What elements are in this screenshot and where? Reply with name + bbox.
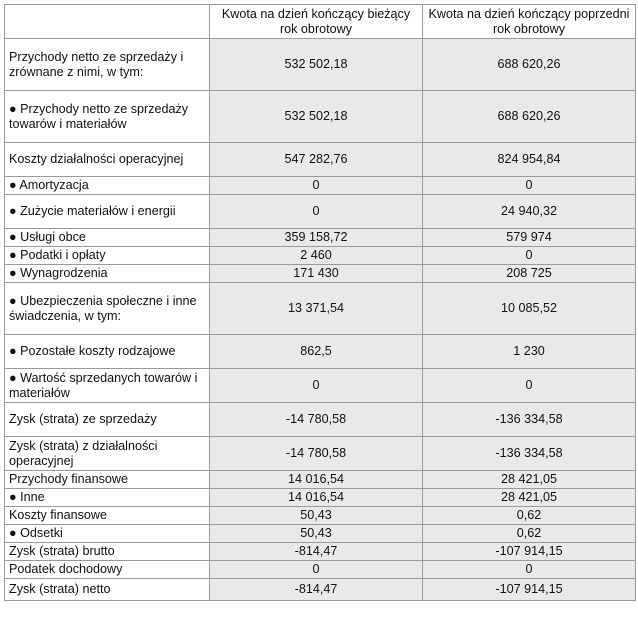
table-row: [5, 507, 636, 525]
row-label: ● Zużycie materiałów i energii: [5, 195, 210, 229]
value-current-year: 13 371,54: [210, 283, 423, 335]
row-label: Koszty finansowe: [5, 507, 210, 525]
value-previous-year: 688 620,26: [423, 91, 636, 143]
table-row: [5, 403, 636, 437]
value-previous-year: 0: [423, 177, 636, 195]
row-label: ● Wynagrodzenia: [5, 265, 210, 283]
value-previous-year: 10 085,52: [423, 283, 636, 335]
table-row: [5, 265, 636, 283]
value-current-year: 532 502,18: [210, 91, 423, 143]
value-current-year: -814,47: [210, 579, 423, 601]
value-previous-year: 208 725: [423, 265, 636, 283]
value-current-year: 0: [210, 561, 423, 579]
table-row: [5, 91, 636, 143]
table-row: [5, 229, 636, 247]
value-previous-year: -136 334,58: [423, 403, 636, 437]
table-row: [5, 579, 636, 601]
value-current-year: 50,43: [210, 525, 423, 543]
value-current-year: -14 780,58: [210, 403, 423, 437]
row-label: Zysk (strata) netto: [5, 579, 210, 601]
row-label: ● Inne: [5, 489, 210, 507]
row-label: Zysk (strata) brutto: [5, 543, 210, 561]
value-previous-year: 824 954,84: [423, 143, 636, 177]
value-previous-year: 1 230: [423, 335, 636, 369]
table-row: [5, 247, 636, 265]
table-row: [5, 489, 636, 507]
financial-statement-table: [4, 4, 636, 601]
value-current-year: -814,47: [210, 543, 423, 561]
table-row: [5, 437, 636, 471]
value-current-year: 14 016,54: [210, 471, 423, 489]
value-previous-year: 24 940,32: [423, 195, 636, 229]
value-previous-year: -136 334,58: [423, 437, 636, 471]
header-row: [5, 5, 636, 39]
value-previous-year: 28 421,05: [423, 489, 636, 507]
value-previous-year: -107 914,15: [423, 543, 636, 561]
value-previous-year: 0: [423, 369, 636, 403]
table-row: [5, 561, 636, 579]
row-label: Podatek dochodowy: [5, 561, 210, 579]
row-label: Koszty działalności operacyjnej: [5, 143, 210, 177]
value-current-year: 532 502,18: [210, 39, 423, 91]
row-label: ● Wartość sprzedanych towarów i materiałów: [5, 369, 210, 403]
value-current-year: 14 016,54: [210, 489, 423, 507]
row-label: ● Odsetki: [5, 525, 210, 543]
value-current-year: 50,43: [210, 507, 423, 525]
row-label: Przychody finansowe: [5, 471, 210, 489]
value-current-year: 2 460: [210, 247, 423, 265]
value-current-year: 862,5: [210, 335, 423, 369]
table-row: [5, 39, 636, 91]
value-current-year: 547 282,76: [210, 143, 423, 177]
row-label: ● Usługi obce: [5, 229, 210, 247]
value-current-year: 0: [210, 369, 423, 403]
value-current-year: 171 430: [210, 265, 423, 283]
table-row: [5, 369, 636, 403]
row-label: ● Podatki i opłaty: [5, 247, 210, 265]
value-current-year: -14 780,58: [210, 437, 423, 471]
row-label: ● Ubezpieczenia społeczne i inne świadczenia, w tym:: [5, 283, 210, 335]
row-label: Zysk (strata) ze sprzedaży: [5, 403, 210, 437]
row-label: ● Amortyzacja: [5, 177, 210, 195]
value-previous-year: 579 974: [423, 229, 636, 247]
table-row: [5, 471, 636, 489]
value-previous-year: -107 914,15: [423, 579, 636, 601]
value-current-year: 359 158,72: [210, 229, 423, 247]
table-row: [5, 143, 636, 177]
header-cell-current-year: Kwota na dzień kończący bieżący rok obrotowy: [210, 5, 423, 39]
value-current-year: 0: [210, 177, 423, 195]
value-current-year: 0: [210, 195, 423, 229]
value-previous-year: 0: [423, 561, 636, 579]
row-label: ● Pozostałe koszty rodzajowe: [5, 335, 210, 369]
table-row: [5, 525, 636, 543]
table-row: [5, 543, 636, 561]
table-row: [5, 283, 636, 335]
value-previous-year: 0: [423, 247, 636, 265]
header-cell-label: [5, 5, 210, 39]
table-row: [5, 335, 636, 369]
table-row: [5, 177, 636, 195]
value-previous-year: 0,62: [423, 525, 636, 543]
value-previous-year: 0,62: [423, 507, 636, 525]
row-label: ● Przychody netto ze sprzedaży towarów i materiałów: [5, 91, 210, 143]
value-previous-year: 688 620,26: [423, 39, 636, 91]
value-previous-year: 28 421,05: [423, 471, 636, 489]
row-label: Zysk (strata) z działalności operacyjnej: [5, 437, 210, 471]
header-cell-previous-year: Kwota na dzień kończący poprzedni rok obrotowy: [423, 5, 636, 39]
table-row: [5, 195, 636, 229]
row-label: Przychody netto ze sprzedaży i zrównane z nimi, w tym:: [5, 39, 210, 91]
